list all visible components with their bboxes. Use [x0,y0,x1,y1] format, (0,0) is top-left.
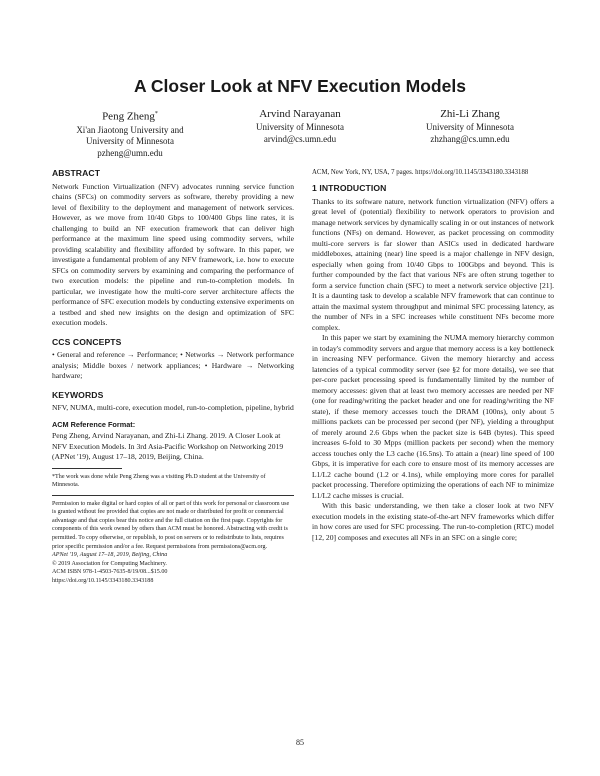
author-1-affiliation-line-1: Xi'an Jiaotong University and [76,124,184,135]
copyright-line: © 2019 Association for Computing Machinery. [52,560,167,567]
introduction-paragraph-1: Thanks to its software nature, network function virtualization (NFV) offers a great level of (potential) flexibility to network operators to provision and manage network services by dynamically scaling in or out instances of network functions (NFs) on demand. However, as packet processing on commodity multi-core servers is far slower than ASICs used in dedicated hardware middleboxes, attaining (near) line speed is a major challenge in NFV design, especially when going from 10/40 Gbps to 100Gbps and beyond. This is further compounded by the fact that various NFs are often strung together to form a service function chain (SFC) to meet a network service objective [21]. It is a daunting task to develop a scalable NFV framework that can continue to attain the maximal system throughput and minimal SFC processing latency, as the number of NFs in a SFC increases while constituent NFs become more complex. [312,196,554,332]
left-column [52,168,294,586]
author-1-affiliation-line-2: University of Minnesota [86,136,174,147]
permission-notice: Permission to make digital or hard copies of all or part of this work for personal or classroom use is granted without fee provided that copies are not made or distributed for profit or commercial advantage and that copies bear this notice and the full citation on the first page. Copyrights for components of this work owned by others than ACM must be honored. Abstracting with credit is permitted. To copy otherwise, or republish, to post on servers or to redistribute to lists, requires prior specific permission and/or a fee. Request permissions from permissions@acm.org. [52,500,290,550]
author-2-email: arvind@cs.umn.edu [263,133,337,144]
introduction-paragraph-2: In this paper we start by examining the NUMA memory hierarchy common in today's commodity servers and argue that memory access is a key bottleneck in increasing NFV performance. Given the memory hierarchy and access latencies of a typical commodity server (see §2 for more details), we see that per-core packet processing speed is fundamentally limited by the number of memory accesses: given that at least two memory accesses are needed per NF (one for reading/writing the packet header and one for reading/writing the NF state), if these memory accesses touch the DRAM (100ns), only about 5 millions packets can be processed per second (per NF), yielding a throughput of merely around 2.6 Gbps when the packet size is 64B (bytes). This speed increases 6-fold to 30 Mpps (million packets per second) when the memory access touches only the L3 cache (16.5ns). To attain a (near) line speed of 100 Gbps, it is imperative for each core to ensure most of its memory accesses are L1/L2 cache bound (1.2 or 4.1ns), while employing more cores for parallel packet processing. Therefore optimizing the operations of each NF to minimize L1/L2 cache misses is crucial. [312,333,554,500]
acm-reference-text: Peng Zheng, Arvind Narayanan, and Zhi-Li Zhang. 2019. A Closer Look at NFV Execution Models. In 3rd Asia-Pacific Workshop on Networking 2019 (APNet '19), August 17–18, 2019, Beijing, China. [52,431,284,461]
page-number: 85 [296,738,304,747]
ccs-heading: CCS CONCEPTS [52,336,122,347]
permission-rule [52,495,294,496]
abstract-heading: ABSTRACT [52,168,101,178]
author-3-affiliation: University of Minnesota [426,122,514,132]
author-2-name: Arvind Narayanan [259,108,341,120]
author-2-affiliation: University of Minnesota [256,122,344,132]
author-3-name: Zhi-Li Zhang [440,108,500,120]
author-1-name: Peng Zheng [102,110,155,123]
author-1-email: pzheng@umn.edu [97,147,163,158]
paper-title: A Closer Look at NFV Execution Models [134,76,466,96]
ccs-text: • General and reference → Performance; • Networks → Network performance analysis; Middle boxes / network appliances; • Hardware → Networking hardware; [52,350,294,380]
venue-line: APNet '19, August 17–18, 2019, Beijing, China [52,552,168,559]
author-3-email: zhzhang@cs.umn.edu [430,133,510,144]
author-2 [210,107,390,145]
introduction-heading: 1 INTRODUCTION [312,183,387,193]
author-1-mark: * [154,111,158,117]
footnote: *The work was done while Peng Zheng was a visiting Ph.D student at the University of Minnesota. [52,473,266,489]
author-1 [40,107,220,159]
keywords-heading: KEYWORDS [52,389,104,400]
footnote-rule [52,468,122,469]
doi-link[interactable]: https://doi.org/10.1145/3343180.3343188 [52,578,154,585]
keywords-text: NFV, NUMA, multi-core, execution model, run-to-completion, pipeline, hybrid [52,403,294,412]
author-3 [380,107,560,145]
acm-reference-heading: ACM Reference Format: [52,419,136,429]
introduction-paragraph-3: With this basic understanding, we then take a closer look at two NFV execution models in the existing state-of-the-art NFV frameworks which differ in how cores are used for SFC processing. The run-to-completion (RTC) model [12, 20] composes and executes all NFs in an SFC on a single core; [312,501,554,542]
right-column [312,168,554,543]
abstract-text: Network Function Virtualization (NFV) advocates running service function chains (SFCs) on commodity servers as software, thereby providing a new level of flexibility to the deployment and management of network services. However, as we move from 10/40 Gbps to 100/400 Gbps line rates, it is challenging to build an NF execution framework that can deliver high performance at the maximum line speed using commodity servers, while providing scalability and flexibility afforded by software. In this paper, we investigate a fundamental problem of any NFV framework, i.e. how to execute SFCs on commodity servers by examining and comparing the performance of two execution models: the pipeline and run-to-completion models. In particular, we investigate how the multi-core server architecture affects the performance of SFC execution models by conducting extensive experiments on a testbed and shed new insights on the design and optimization of SFC execution models. [52,181,294,327]
acm-reference-continued: ACM, New York, NY, USA, 7 pages. https://doi.org/10.1145/3343180.3343188 [312,169,529,176]
isbn-line: ACM ISBN 978-1-4503-7635-8/19/08...$15.00 [52,569,168,576]
